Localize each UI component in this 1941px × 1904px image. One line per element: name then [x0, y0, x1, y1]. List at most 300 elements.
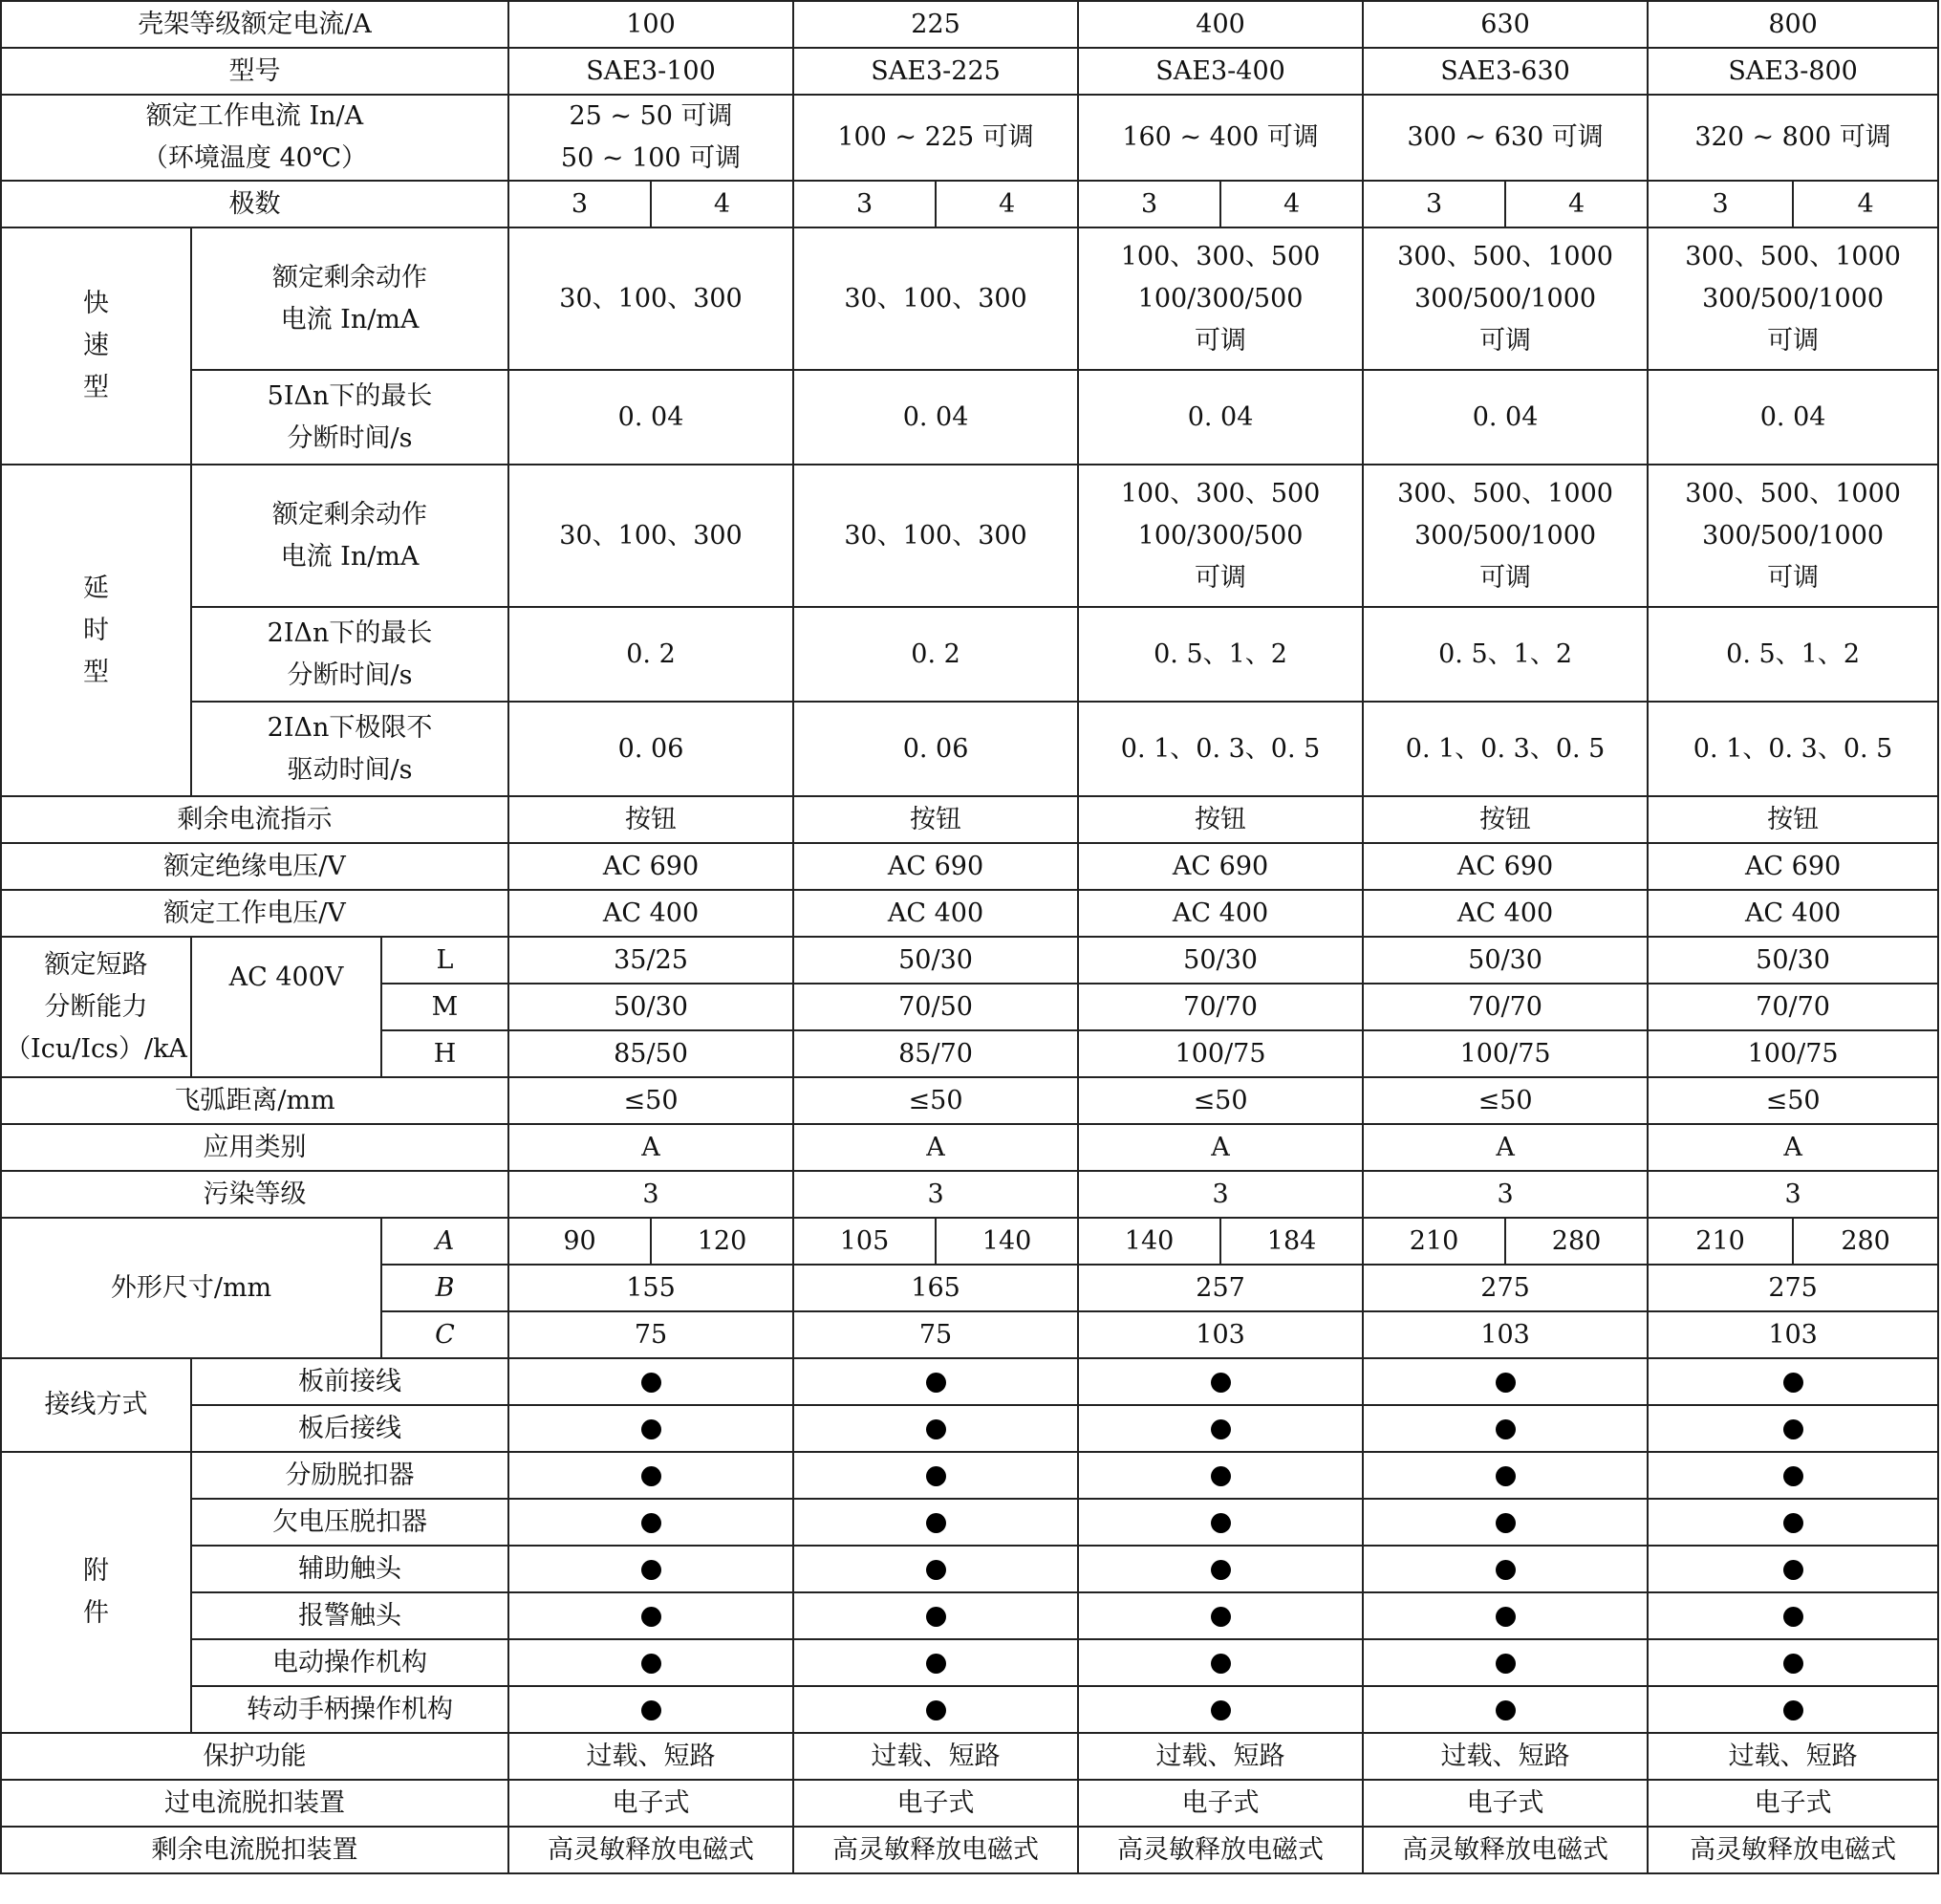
label-pollution: 污染等级 [1, 1171, 508, 1218]
dim-A-value: 90 [508, 1218, 651, 1265]
undervoltage-release-value [793, 1499, 1078, 1546]
protection-value: 过载、短路 [1078, 1733, 1363, 1780]
aux-contact-value [508, 1546, 793, 1592]
label-protection: 保护功能 [1, 1733, 508, 1780]
frame-value: 800 [1648, 1, 1938, 48]
protection-value: 过载、短路 [1648, 1733, 1938, 1780]
motor-mechanism-value [508, 1639, 793, 1686]
insulation-value: AC 690 [793, 843, 1078, 890]
table-row [1, 1499, 1938, 1546]
fast-break-value: 0. 04 [1078, 370, 1363, 465]
level-H-value: 85/70 [793, 1030, 1078, 1077]
delay-residual-value [1363, 465, 1648, 607]
overcurrent-value: 电子式 [1363, 1780, 1648, 1827]
supported-dot-icon [926, 1700, 946, 1720]
handle-mechanism-value [1648, 1686, 1938, 1733]
level-H-value: 100/75 [1078, 1030, 1363, 1077]
dim-A-value: 210 [1648, 1218, 1793, 1265]
fast-break-value: 0. 04 [508, 370, 793, 465]
supported-dot-icon [641, 1513, 661, 1533]
delay-residual-value-line: 30、100、300 [844, 520, 1027, 551]
table-row [1, 1358, 1938, 1405]
supported-dot-icon [926, 1560, 946, 1580]
category-value: A [1078, 1124, 1363, 1171]
supported-dot-icon [926, 1513, 946, 1533]
operating-value: AC 400 [508, 890, 793, 937]
fast-residual-value-line: 300、500、1000 [1397, 241, 1613, 271]
fast-break-value: 0. 04 [793, 370, 1078, 465]
fast-residual-value-line: 100、300、500 [1120, 241, 1321, 271]
dim-C-value: 103 [1078, 1311, 1363, 1358]
poles-value: 3 [1363, 181, 1505, 227]
label-level-H: H [381, 1030, 508, 1077]
label-residual-current [191, 227, 508, 370]
label-breaking-capacity-line: 分断能力 [44, 991, 148, 1022]
delay-residual-value [1648, 465, 1938, 607]
overcurrent-value: 电子式 [793, 1780, 1078, 1827]
non-drive-value: 0. 1、0. 3、0. 5 [1648, 702, 1938, 796]
supported-dot-icon [1783, 1654, 1803, 1674]
rear-wiring-value [1648, 1405, 1938, 1452]
label-insulation-voltage: 额定绝缘电压/V [1, 843, 508, 890]
fast-residual-value-line: 可调 [1195, 325, 1247, 356]
delay-residual-value-line: 300、500、1000 [1397, 478, 1613, 508]
label-rated-current [1, 95, 508, 181]
alarm-contact-value [508, 1592, 793, 1639]
supported-dot-icon [1211, 1513, 1231, 1533]
fast-break-value: 0. 04 [1363, 370, 1648, 465]
label-accessories-line: 件 [83, 1598, 109, 1628]
table-row [1, 796, 1938, 843]
front-wiring-value [1648, 1358, 1938, 1405]
label-shunt-release: 分励脱扣器 [191, 1452, 508, 1499]
label-dim-A: A [381, 1218, 508, 1265]
pollution-value: 3 [793, 1171, 1078, 1218]
fast-residual-value [508, 227, 793, 370]
supported-dot-icon [1211, 1560, 1231, 1580]
poles-value: 4 [1793, 181, 1938, 227]
undervoltage-release-value [1078, 1499, 1363, 1546]
table-row [1, 1, 1938, 48]
aux-contact-value [1078, 1546, 1363, 1592]
label-undervoltage-release: 欠电压脱扣器 [191, 1499, 508, 1546]
label-accessories-line: 附 [83, 1556, 109, 1586]
level-L-value: 50/30 [793, 937, 1078, 984]
operating-value: AC 400 [793, 890, 1078, 937]
supported-dot-icon [926, 1654, 946, 1674]
dim-C-value: 103 [1648, 1311, 1938, 1358]
alarm-contact-value [1648, 1592, 1938, 1639]
fast-break-value: 0. 04 [1648, 370, 1938, 465]
level-L-value: 50/30 [1363, 937, 1648, 984]
poles-value: 4 [936, 181, 1078, 227]
rated-current-value: 160 ~ 400 可调 [1078, 95, 1363, 181]
alarm-contact-value [1363, 1592, 1648, 1639]
label-delay-break-line: 2IΔn下的最长 [267, 617, 433, 648]
overcurrent-value: 电子式 [1648, 1780, 1938, 1827]
supported-dot-icon [1211, 1419, 1231, 1439]
indication-value: 按钮 [508, 796, 793, 843]
delay-break-value: 0. 2 [508, 607, 793, 702]
level-M-value: 50/30 [508, 984, 793, 1030]
table-row [1, 937, 1938, 984]
supported-dot-icon [1783, 1373, 1803, 1393]
label-delay-type-line: 时 [83, 615, 109, 645]
label-breaking-capacity-line: 额定短路 [44, 949, 148, 980]
delay-residual-value [1078, 465, 1363, 607]
supported-dot-icon [1211, 1654, 1231, 1674]
model-value: SAE3-800 [1648, 48, 1938, 95]
table-row [1, 1780, 1938, 1827]
label-alarm-contact: 报警触头 [191, 1592, 508, 1639]
table-row [1, 607, 1938, 702]
handle-mechanism-value [1363, 1686, 1648, 1733]
label-breaking-capacity [1, 937, 191, 1077]
residual-release-value: 高灵敏释放电磁式 [1648, 1827, 1938, 1873]
shunt-release-value [1363, 1452, 1648, 1499]
supported-dot-icon [1211, 1466, 1231, 1486]
level-H-value: 100/75 [1648, 1030, 1938, 1077]
label-aux-contact: 辅助触头 [191, 1546, 508, 1592]
dim-A-value: 210 [1363, 1218, 1505, 1265]
aux-contact-value [1363, 1546, 1648, 1592]
arc-value: ≤50 [793, 1077, 1078, 1124]
table-row [1, 95, 1938, 181]
indication-value: 按钮 [1363, 796, 1648, 843]
delay-break-value: 0. 5、1、2 [1363, 607, 1648, 702]
fast-residual-value-line: 100/300/500 [1137, 283, 1304, 314]
table-row [1, 1686, 1938, 1733]
dim-A-value: 280 [1793, 1218, 1938, 1265]
insulation-value: AC 690 [1363, 843, 1648, 890]
rated-current-value-line: 25 ~ 50 可调 [569, 101, 733, 131]
supported-dot-icon [1783, 1466, 1803, 1486]
label-residual-release: 剩余电流脱扣装置 [1, 1827, 508, 1873]
rated-current-value: 100 ~ 225 可调 [793, 95, 1078, 181]
insulation-value: AC 690 [1648, 843, 1938, 890]
non-drive-value: 0. 1、0. 3、0. 5 [1078, 702, 1363, 796]
delay-break-value: 0. 2 [793, 607, 1078, 702]
level-H-value: 85/50 [508, 1030, 793, 1077]
label-residual-current-line: 额定剩余动作 [272, 499, 427, 530]
label-model: 型号 [1, 48, 508, 95]
fast-residual-value [1648, 227, 1938, 370]
supported-dot-icon [1496, 1419, 1516, 1439]
fast-residual-value-line: 30、100、300 [844, 283, 1027, 314]
table-row [1, 1452, 1938, 1499]
rear-wiring-value [793, 1405, 1078, 1452]
rear-wiring-value [508, 1405, 793, 1452]
residual-release-value: 高灵敏释放电磁式 [1363, 1827, 1648, 1873]
undervoltage-release-value [508, 1499, 793, 1546]
frame-value: 400 [1078, 1, 1363, 48]
residual-release-value: 高灵敏释放电磁式 [508, 1827, 793, 1873]
arc-value: ≤50 [1363, 1077, 1648, 1124]
fast-residual-value [1363, 227, 1648, 370]
supported-dot-icon [1783, 1700, 1803, 1720]
table-row [1, 1405, 1938, 1452]
label-residual-current [191, 465, 508, 607]
level-L-value: 50/30 [1078, 937, 1363, 984]
dim-B-value: 275 [1648, 1265, 1938, 1311]
table-row [1, 1639, 1938, 1686]
dim-B-value: 155 [508, 1265, 793, 1311]
supported-dot-icon [1496, 1700, 1516, 1720]
front-wiring-value [1078, 1358, 1363, 1405]
poles-value: 3 [1648, 181, 1793, 227]
delay-break-value: 0. 5、1、2 [1648, 607, 1938, 702]
aux-contact-value [1648, 1546, 1938, 1592]
table-row [1, 1592, 1938, 1639]
supported-dot-icon [641, 1466, 661, 1486]
supported-dot-icon [1496, 1607, 1516, 1627]
non-drive-value: 0. 06 [793, 702, 1078, 796]
level-H-value: 100/75 [1363, 1030, 1648, 1077]
frame-value: 100 [508, 1, 793, 48]
label-fast-break [191, 370, 508, 465]
supported-dot-icon [926, 1466, 946, 1486]
table-row [1, 1827, 1938, 1873]
poles-value: 4 [651, 181, 793, 227]
supported-dot-icon [926, 1373, 946, 1393]
shunt-release-value [1078, 1452, 1363, 1499]
category-value: A [1648, 1124, 1938, 1171]
dim-A-value: 105 [793, 1218, 936, 1265]
delay-residual-value-line: 可调 [1767, 562, 1820, 593]
dim-A-value: 280 [1505, 1218, 1648, 1265]
label-non-drive-line: 驱动时间/s [287, 754, 413, 785]
fast-residual-value-line: 可调 [1767, 325, 1820, 356]
table-row [1, 1218, 1938, 1265]
dim-A-value: 140 [936, 1218, 1078, 1265]
front-wiring-value [1363, 1358, 1648, 1405]
fast-residual-value-line: 300/500/1000 [1414, 283, 1597, 314]
supported-dot-icon [1496, 1373, 1516, 1393]
handle-mechanism-value [508, 1686, 793, 1733]
supported-dot-icon [641, 1373, 661, 1393]
frame-value: 630 [1363, 1, 1648, 48]
supported-dot-icon [1496, 1513, 1516, 1533]
non-drive-value: 0. 06 [508, 702, 793, 796]
pollution-value: 3 [508, 1171, 793, 1218]
label-overcurrent-release: 过电流脱扣装置 [1, 1780, 508, 1827]
model-value: SAE3-400 [1078, 48, 1363, 95]
label-fast-break-line: 分断时间/s [287, 422, 413, 453]
dim-B-value: 165 [793, 1265, 1078, 1311]
label-rated-current-line: 额定工作电流 In/A [145, 101, 364, 131]
motor-mechanism-value [793, 1639, 1078, 1686]
undervoltage-release-value [1363, 1499, 1648, 1546]
arc-value: ≤50 [1078, 1077, 1363, 1124]
supported-dot-icon [926, 1607, 946, 1627]
supported-dot-icon [641, 1419, 661, 1439]
residual-release-value: 高灵敏释放电磁式 [1078, 1827, 1363, 1873]
dim-A-value: 120 [651, 1218, 793, 1265]
level-M-value: 70/70 [1363, 984, 1648, 1030]
poles-value: 3 [508, 181, 651, 227]
label-non-drive [191, 702, 508, 796]
supported-dot-icon [1783, 1419, 1803, 1439]
fast-residual-value-line: 300/500/1000 [1702, 283, 1885, 314]
label-rear-wiring: 板后接线 [191, 1405, 508, 1452]
label-delay-break-line: 分断时间/s [287, 660, 413, 690]
table-row [1, 1124, 1938, 1171]
delay-residual-value-line: 100/300/500 [1137, 520, 1304, 551]
label-delay-type-line: 型 [83, 657, 109, 687]
label-front-wiring: 板前接线 [191, 1358, 508, 1405]
supported-dot-icon [1496, 1560, 1516, 1580]
protection-value: 过载、短路 [1363, 1733, 1648, 1780]
rated-current-value [508, 95, 793, 181]
delay-break-value: 0. 5、1、2 [1078, 607, 1363, 702]
rated-current-value-line: 50 ~ 100 可调 [560, 143, 742, 173]
label-category: 应用类别 [1, 1124, 508, 1171]
fast-residual-value-line: 30、100、300 [559, 283, 743, 314]
dim-A-value: 184 [1220, 1218, 1363, 1265]
table-row [1, 1733, 1938, 1780]
category-value: A [793, 1124, 1078, 1171]
shunt-release-value [1648, 1452, 1938, 1499]
alarm-contact-value [1078, 1592, 1363, 1639]
dim-C-value: 75 [508, 1311, 793, 1358]
supported-dot-icon [1211, 1700, 1231, 1720]
undervoltage-release-value [1648, 1499, 1938, 1546]
table-row [1, 702, 1938, 796]
label-fast-type [1, 227, 191, 465]
table-row [1, 1077, 1938, 1124]
arc-value: ≤50 [1648, 1077, 1938, 1124]
motor-mechanism-value [1648, 1639, 1938, 1686]
table-row [1, 1546, 1938, 1592]
label-residual-current-line: 额定剩余动作 [272, 262, 427, 292]
supported-dot-icon [1211, 1607, 1231, 1627]
shunt-release-value [508, 1452, 793, 1499]
delay-residual-value-line: 300/500/1000 [1414, 520, 1597, 551]
category-value: A [1363, 1124, 1648, 1171]
label-poles: 极数 [1, 181, 508, 227]
supported-dot-icon [1783, 1607, 1803, 1627]
pollution-value: 3 [1363, 1171, 1648, 1218]
supported-dot-icon [641, 1654, 661, 1674]
table-row [1, 465, 1938, 607]
label-rated-current-line: （环境温度 40℃） [141, 143, 368, 173]
fast-residual-value [1078, 227, 1363, 370]
model-value: SAE3-100 [508, 48, 793, 95]
poles-value: 3 [793, 181, 936, 227]
delay-residual-value-line: 可调 [1195, 562, 1247, 593]
label-residual-current-line: 电流 In/mA [280, 541, 420, 572]
level-L-value: 50/30 [1648, 937, 1938, 984]
level-M-value: 70/70 [1648, 984, 1938, 1030]
supported-dot-icon [926, 1419, 946, 1439]
model-value: SAE3-630 [1363, 48, 1648, 95]
label-fast-type-line: 快 [83, 289, 109, 318]
label-delay-break [191, 607, 508, 702]
aux-contact-value [793, 1546, 1078, 1592]
level-L-value: 35/25 [508, 937, 793, 984]
label-dim-B: B [381, 1265, 508, 1311]
table-row [1, 370, 1938, 465]
handle-mechanism-value [1078, 1686, 1363, 1733]
label-breaking-voltage: AC 400V [191, 937, 381, 1077]
fast-residual-value [793, 227, 1078, 370]
pollution-value: 3 [1078, 1171, 1363, 1218]
label-delay-type-line: 延 [83, 573, 109, 603]
model-value: SAE3-225 [793, 48, 1078, 95]
label-fast-break-line: 5IΔn下的最长 [267, 380, 433, 411]
label-accessories [1, 1452, 191, 1733]
motor-mechanism-value [1363, 1639, 1648, 1686]
supported-dot-icon [1496, 1466, 1516, 1486]
label-dimensions: 外形尺寸/mm [1, 1218, 381, 1358]
supported-dot-icon [1496, 1654, 1516, 1674]
spec-table-body [1, 1, 1938, 1873]
label-breaking-capacity-line: （Icu/Ics）/kA [5, 1033, 187, 1064]
indication-value: 按钮 [1078, 796, 1363, 843]
motor-mechanism-value [1078, 1639, 1363, 1686]
fast-residual-value-line: 300、500、1000 [1685, 241, 1901, 271]
dim-B-value: 275 [1363, 1265, 1648, 1311]
delay-residual-value-line: 可调 [1479, 562, 1532, 593]
label-frame-current: 壳架等级额定电流/A [1, 1, 508, 48]
label-fast-type-line: 型 [83, 373, 109, 402]
supported-dot-icon [641, 1560, 661, 1580]
operating-value: AC 400 [1363, 890, 1648, 937]
front-wiring-value [508, 1358, 793, 1405]
residual-release-value: 高灵敏释放电磁式 [793, 1827, 1078, 1873]
delay-residual-value-line: 30、100、300 [559, 520, 743, 551]
level-M-value: 70/70 [1078, 984, 1363, 1030]
insulation-value: AC 690 [1078, 843, 1363, 890]
poles-value: 3 [1078, 181, 1220, 227]
category-value: A [508, 1124, 793, 1171]
alarm-contact-value [793, 1592, 1078, 1639]
supported-dot-icon [1211, 1373, 1231, 1393]
delay-residual-value-line: 300、500、1000 [1685, 478, 1901, 508]
fast-residual-value-line: 可调 [1479, 325, 1532, 356]
overcurrent-value: 电子式 [1078, 1780, 1363, 1827]
table-row [1, 227, 1938, 370]
delay-residual-value [793, 465, 1078, 607]
table-row [1, 48, 1938, 95]
dim-C-value: 103 [1363, 1311, 1648, 1358]
table-row [1, 890, 1938, 937]
front-wiring-value [793, 1358, 1078, 1405]
poles-value: 4 [1220, 181, 1363, 227]
label-wiring: 接线方式 [1, 1358, 191, 1452]
label-motor-mechanism: 电动操作机构 [191, 1639, 508, 1686]
label-delay-type [1, 465, 191, 796]
indication-value: 按钮 [793, 796, 1078, 843]
operating-value: AC 400 [1078, 890, 1363, 937]
dim-B-value: 257 [1078, 1265, 1363, 1311]
delay-residual-value-line: 100、300、500 [1120, 478, 1321, 508]
rated-current-value: 300 ~ 630 可调 [1363, 95, 1648, 181]
label-fast-type-line: 速 [83, 331, 109, 360]
protection-value: 过载、短路 [508, 1733, 793, 1780]
arc-value: ≤50 [508, 1077, 793, 1124]
table-row [1, 1171, 1938, 1218]
label-dim-C: C [381, 1311, 508, 1358]
table-row [1, 181, 1938, 227]
supported-dot-icon [1783, 1560, 1803, 1580]
operating-value: AC 400 [1648, 890, 1938, 937]
table-row [1, 843, 1938, 890]
protection-value: 过载、短路 [793, 1733, 1078, 1780]
rear-wiring-value [1078, 1405, 1363, 1452]
supported-dot-icon [641, 1607, 661, 1627]
label-residual-current-line: 电流 In/mA [280, 304, 420, 335]
